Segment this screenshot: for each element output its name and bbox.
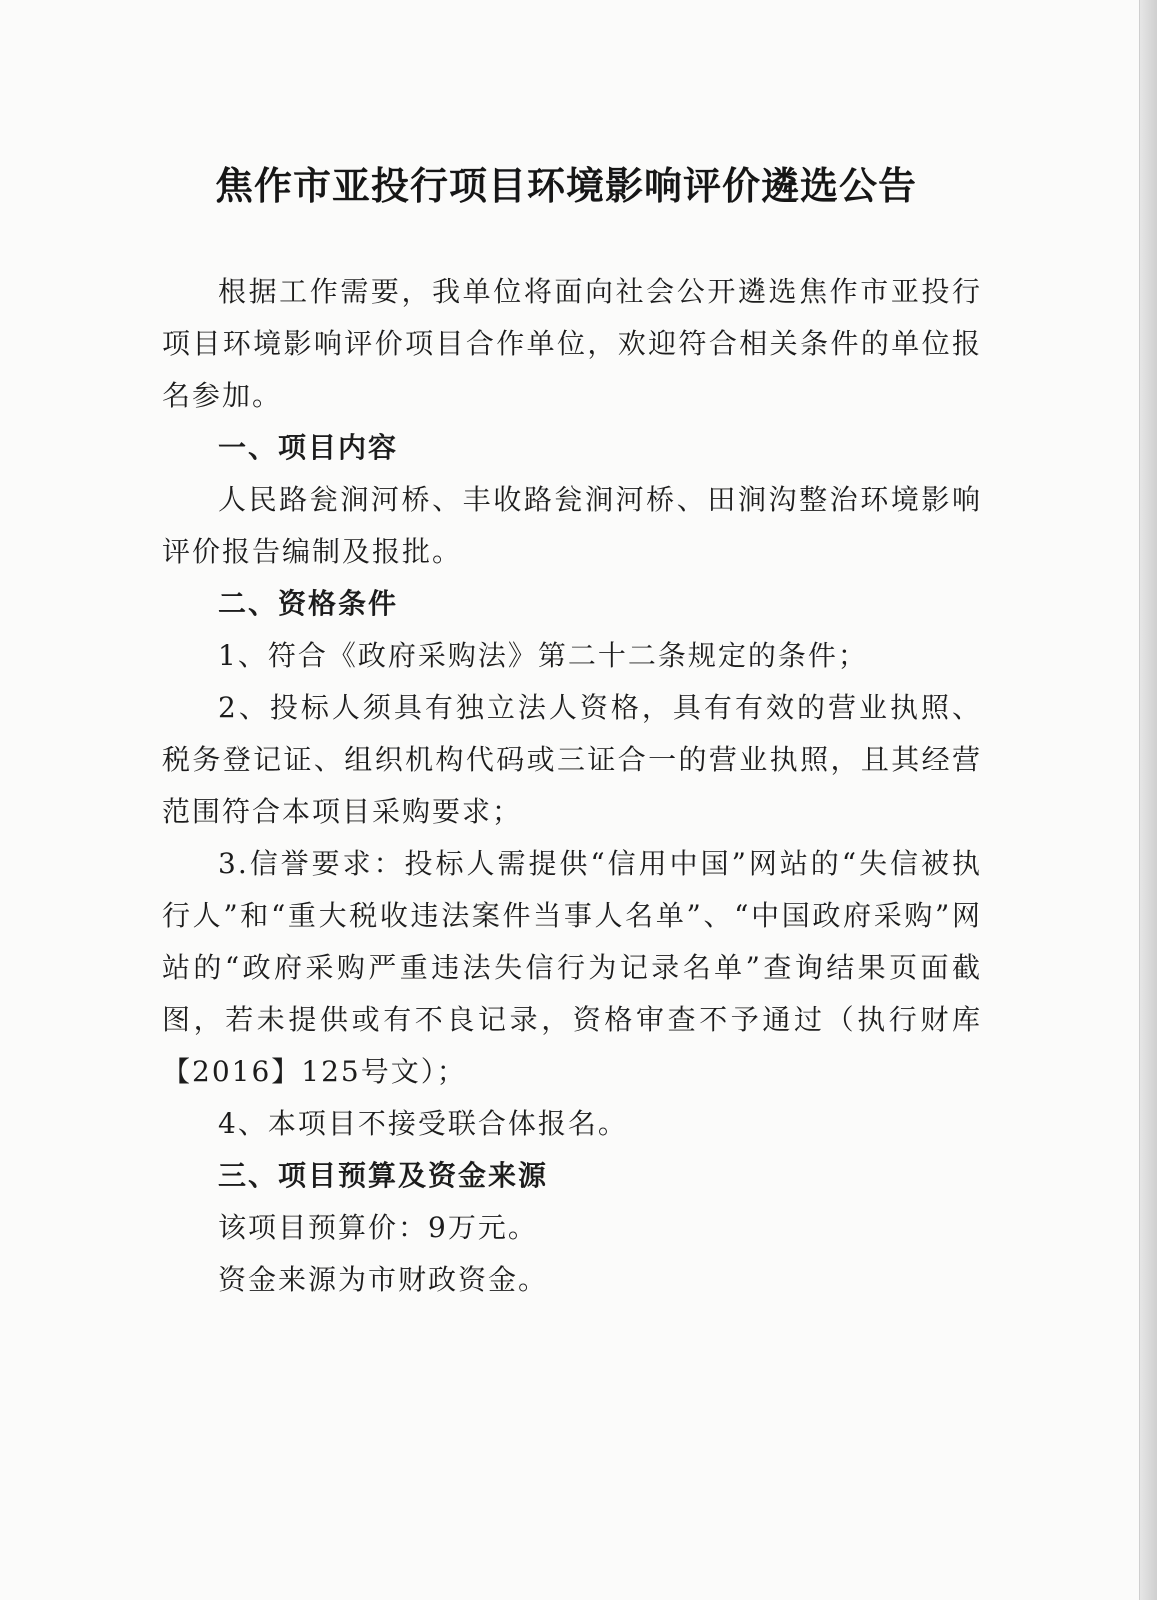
qualification-item-1: 1、符合《政府采购法》第二十二条规定的条件； — [218, 639, 868, 672]
document-body — [162, 266, 982, 1306]
scan-edge — [1140, 0, 1157, 1600]
qualification-item-2: 2、投标人须具有独立法人资格，具有有效的营业执照、税务登记证、组织机构代码或三证合一的营业执照，且其经营范围符合本项目采购要求； — [162, 691, 982, 828]
qualification-item-4: 4、本项目不接受联合体报名。 — [218, 1107, 628, 1140]
section-heading-project-content: 一、项目内容 — [218, 431, 399, 464]
project-content-paragraph: 人民路瓮涧河桥、丰收路瓮涧河桥、田涧沟整治环境影响评价报告编制及报批。 — [162, 483, 982, 568]
section-heading-qualifications: 二、资格条件 — [218, 587, 399, 620]
qualification-item-3: 3.信誉要求：投标人需提供“信用中国”网站的“失信被执行人”和“重大税收违法案件当事人名单”、“中国政府采购”网站的“政府采购严重违法失信行为记录名单”查询结果页面截图，若未提供或有不良记录，资格审查不予通过（执行财库【2016】125号文）； — [162, 847, 982, 1088]
funding-source-paragraph: 资金来源为市财政资金。 — [218, 1263, 549, 1296]
document-title: 焦作市亚投行项目环境影响评价遴选公告 — [214, 163, 917, 208]
intro-paragraph: 根据工作需要，我单位将面向社会公开遴选焦作市亚投行项目环境影响评价项目合作单位，欢迎符合相关条件的单位报名参加。 — [162, 275, 982, 412]
budget-paragraph: 该项目预算价：9万元。 — [218, 1211, 538, 1244]
section-heading-budget: 三、项目预算及资金来源 — [218, 1159, 549, 1192]
